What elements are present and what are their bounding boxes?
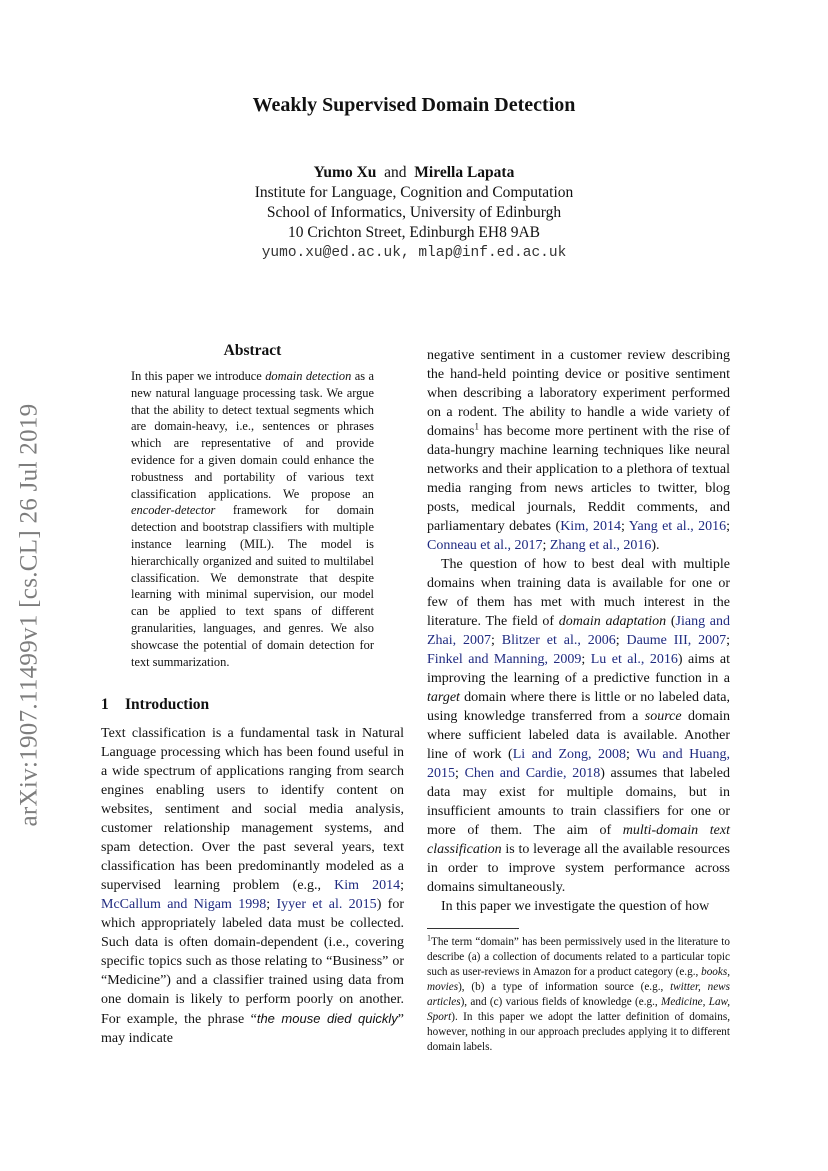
intro-paragraph-1: Text classification is a fundamental task in Natural Language processing which has been found useful in a wide spectrum of applications ranging from search engines enabling users to identify content on websites, sentiment and social media analysis, customer relationship management systems, and spam detection. Over the past several years, text classification has been predominantly modeled as a supervised learning problem (e.g., Kim 2014; McCallum and Nigam 1998; Iyyer et al. 2015) for which appropriately labeled data must be collected. Such data is often domain-dependent (i.e., covering specific topics such as those relating to “Business” or “Medicine”) and a classifier trained using data from one domain is likely to perform poorly on another. For example, the phrase “the mouse died quickly” may indicate	[101, 726, 405, 1047]
intro-paragraph-2: The question of how to best deal with multiple domains when training data is available for one or few of them has met with much interest in the literature. The field of domain adaptation (Jiang and Zhai, 2007; Blitzer et al., 2006; Daume III, 2007; Finkel and Manning, 2009; Lu et al., 2016) aims at improving the learning of a predictive function in a target domain where there is little or no labeled data, using knowledge transferred from a source domain where sufficient labeled data is available. Another line of work (Li and Zong, 2008; Wu and Huang, 2015; Chen and Cardie, 2018) assumes that labeled data may exist for multiple domains, but in insufficient amounts to train classifiers for one or more of them. The aim of multi-domain text classification is to leverage all the available resources in order to improve system performance across domains simultaneously.	[427, 557, 731, 895]
citation-link[interactable]: Daume III, 2007	[626, 633, 727, 648]
citation-link[interactable]: Chen and Cardie, 2018	[464, 766, 601, 781]
footnote: $^1$The term “domain” has been permissively used in the literature to describe (a) a collection of documents related to a particular topic such as user-reviews in Amazon for a product category (e.g., books, movies), (b) a type of information source (e.g., twitter, news articles), and (c) various fields of knowledge (e.g., Medicine, Law, Sport). In this paper we adopt the latter definition of domains, however, nothing in our approach precludes applying it to different domain labels.	[427, 933, 730, 1053]
citation-link[interactable]: Jiang and Zhai, 2007	[427, 614, 730, 648]
citation-link[interactable]: Lu et al., 2016	[590, 652, 678, 667]
footnote-marker[interactable]: 1	[474, 421, 479, 432]
author-name: Mirella Lapata	[414, 164, 515, 181]
affiliation-line: 10 Crichton Street, Edinburgh EH8 9AB	[288, 224, 540, 241]
emphasis: source	[644, 709, 682, 724]
citation-link[interactable]: Blitzer et al., 2006	[501, 633, 616, 648]
section-title-text: Introduction	[125, 696, 210, 714]
affiliation-line: Institute for Language, Cognition and Computation	[254, 184, 574, 201]
left-column	[101, 342, 404, 1048]
author-name: Yumo Xu	[313, 164, 377, 181]
emphasis: domain adaptation	[558, 614, 667, 629]
citation-link[interactable]: Kim 2014	[334, 878, 401, 894]
arxiv-identifier	[4, 380, 54, 850]
emphasis: books, movies	[427, 966, 730, 993]
author-block	[0, 163, 828, 263]
intro-paragraph-3: In this paper we investigate the question of how	[441, 899, 710, 914]
citation-link[interactable]: Li and Zong, 2008	[512, 747, 627, 762]
citation-link[interactable]: Kim, 2014	[560, 519, 621, 534]
arxiv-identifier-text: arXiv:1907.11499v1 [cs.CL] 26 Jul 2019	[15, 403, 42, 827]
citation-link[interactable]: Wu and Huang, 2015	[427, 747, 731, 781]
emphasis: twitter, news articles	[427, 981, 730, 1008]
emphasis: domain detection	[265, 369, 352, 383]
footnote-number: 1	[427, 933, 431, 943]
author-conjunction: and	[384, 164, 407, 181]
intro-paragraph-1-continued: negative sentiment in a customer review describing the hand-held pointing device or positive sentiment when describing a laboratory experiment performed on a rodent. The ability to handle a wide variety of domains$^1$ has become more pertinent with the rise of data-hungry machine learning techniques like neural networks and their application to a plethora of textual media ranging from news articles to twitter, blog posts, medical journals, Reddit comments, and parliamentary debates (Kim, 2014; Yang et al., 2016; Conneau et al., 2017; Zhang et al., 2016).	[427, 348, 730, 553]
citation-link[interactable]: Yang et al., 2016	[628, 519, 727, 534]
example-phrase: the mouse died quickly	[256, 1011, 398, 1027]
citation-link[interactable]: Zhang et al., 2016	[549, 538, 652, 553]
abstract-text: In this paper we introduce domain detection as a new natural language processing task. We argue that the ability to detect textual segments which are domain-heavy, i.e., sentences or phrases which are representative of and provide evidence for a given domain could enhance the robustness and portability of various text classification applications. We propose an encoder-detector framework for domain detection and bootstrap classifiers with multiple instance learning (MIL). The model is hierarchically organized and suited to multilabel classification. We demonstrate that despite learning with minimal supervision, our model can be applied to text spans of different granularities, languages, and genres. We also showcase the potential of domain detection for text summarization.	[131, 369, 375, 669]
citation-link[interactable]: McCallum and Nigam 1998	[101, 897, 267, 913]
affiliation-line: School of Informatics, University of Edinburgh	[266, 204, 562, 221]
emphasis: target	[427, 690, 460, 705]
right-column	[427, 346, 730, 1055]
abstract-heading: Abstract	[223, 342, 282, 359]
author-names	[0, 163, 828, 183]
paper-title: Weakly Supervised Domain Detection	[252, 94, 576, 116]
emphasis: multi-domain text classification	[427, 823, 730, 857]
section-heading-introduction	[101, 696, 404, 714]
citation-link[interactable]: Conneau et al., 2017	[427, 538, 543, 553]
citation-link[interactable]: Iyyer et al. 2015	[276, 897, 377, 913]
emphasis: Medicine, Law, Sport	[427, 996, 730, 1023]
author-emails: yumo.xu@ed.ac.uk, mlap@inf.ed.ac.uk	[261, 245, 567, 261]
emphasis: encoder-detector	[131, 503, 216, 518]
footnote-divider	[427, 928, 519, 929]
citation-link[interactable]: Finkel and Manning, 2009	[427, 652, 582, 667]
section-number: 1	[101, 696, 109, 714]
